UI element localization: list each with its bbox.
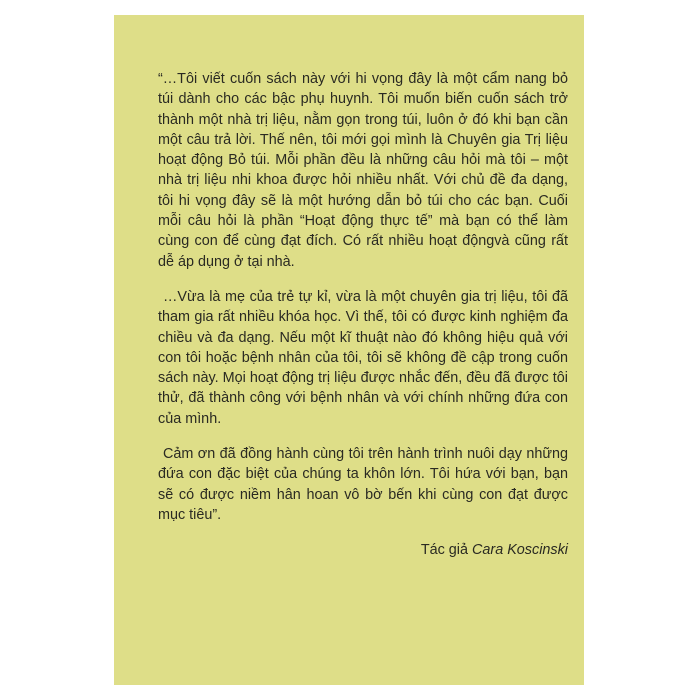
author-credit — [158, 540, 568, 560]
paragraph-thanks: Cảm ơn đã đồng hành cùng tôi trên hành trình nuôi dạy những đứa con đặc biệt của chúng ta khôn lớn. Tôi hứa với bạn, bạn sẽ có được niềm hân hoan vô bờ bến khi cùng con đạt được mục tiêu”. — [158, 446, 568, 523]
author-prefix: Tác giả — [420, 542, 473, 559]
author-name: Cara Koscinski — [472, 542, 568, 559]
book-back-cover — [114, 15, 584, 685]
paragraph-experience: …Vừa là mẹ của trẻ tự kỉ, vừa là một chuyên gia trị liệu, tôi đã tham gia rất nhiều khóa học. Vì thế, tôi có được kinh nghiệm đa chiều và đa dạng. Nếu một kĩ thuật nào đó không hiệu quả với con tôi hoặc bệnh nhân của tôi, tôi sẽ không đề cập trong cuốn sách này. Mọi hoạt động trị liệu được nhắc đến, đều đã được tôi thử, đã thành công với bệnh nhân và với chính những đứa con của mình. — [158, 288, 568, 427]
paragraph-intro: “…Tôi viết cuốn sách này với hi vọng đây là một cẩm nang bỏ túi dành cho các bậc phụ huynh. Tôi muốn biến cuốn sách trở thành một nhà trị liệu, nằm gọn trong túi, luôn ở đó khi bạn cần một câu trả lời. Thế nên, tôi mới gọi mình là Chuyên gia Trị liệu hoạt động Bỏ túi. Mỗi phần đều là những câu hỏi mà tôi – một nhà trị liệu nhi khoa được hỏi nhiều nhất. Với chủ đề đa dạng, tôi hi vọng đây sẽ là một hướng dẫn bỏ túi cho các bạn. Cuối mỗi câu hỏi là phần “Hoạt động thực tế” mà bạn có thể làm cùng con để cùng đạt đích. Có rất nhiều hoạt độngvà cũng rất dễ áp dụng ở tại nhà. — [158, 71, 568, 270]
back-cover-text — [158, 69, 568, 561]
